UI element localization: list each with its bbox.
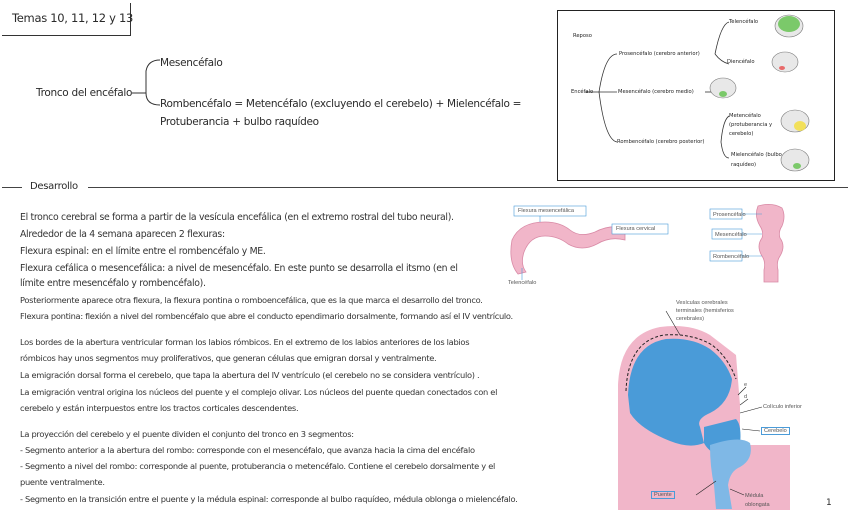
p2-line-4: La emigración ventral origina los núcleos del puente y el complejo olivar. Los núcleos del puente quedan conectados con el	[20, 387, 498, 397]
diagram-metencefalo-2: (protuberancia y	[729, 122, 773, 128]
label-cerebelo: Cerebelo	[761, 427, 790, 435]
label-prosencefalo: Prosencéfalo	[713, 212, 746, 218]
p1-line-1: El tronco cerebral se forma a partir de la vesícula encefálica (en el extremo rostral del tubo neural).	[20, 212, 454, 223]
label-d: d	[744, 394, 748, 400]
page-title: Temas 10, 11, 12 y 13	[12, 11, 134, 25]
diagram-metencefalo-3: cerebelo)	[729, 131, 754, 137]
p2-line-3: La emigración dorsal forma el cerebelo, que tapa la abertura del IV ventrículo (el cerebelo no se considera ventrículo) .	[20, 370, 480, 380]
p1-line-3: Flexura espinal: en el límite entre el rombencéfalo y ME.	[20, 246, 266, 257]
label-vesiculas-3: cerebrales)	[676, 316, 704, 322]
diagram-connectors	[557, 10, 835, 181]
label-vesiculas-2: terminales (hemisferios	[676, 308, 734, 314]
label-e: e	[744, 382, 748, 388]
diagram-prosencefalo: Prosencéfalo (cerebro anterior)	[619, 51, 700, 57]
p3-line-5: - Segmento en la transición entre el puente y la médula espinal: corresponde al bulbo raquídeo, médula oblonga o mielencéfalo.	[20, 494, 518, 504]
diagram-mielencefalo-2: raquídeo)	[731, 162, 757, 168]
diagram-telencefalo: Telencéfalo	[729, 19, 759, 25]
section-divider-right	[88, 187, 848, 188]
diagram-diencefalo: Diencéfalo	[727, 59, 755, 65]
label-medula-2: oblongata	[745, 502, 770, 508]
brain-mielencefalo-icon	[781, 149, 809, 171]
section-title: Desarrollo	[30, 181, 78, 192]
label-flexura-mesencefalica: Flexura mesencefálica	[518, 208, 574, 214]
tronco-branch-mesencefalo: Mesencéfalo	[160, 57, 223, 69]
label-telencefalo: Telencéfalo	[508, 280, 537, 286]
diagram-reposo: Reposo	[573, 33, 592, 39]
p2-line-1: Los bordes de la abertura ventricular forman los labios rómbicos. En el extremo de los labios anteriores de los labios	[20, 337, 470, 347]
p2-line-5: cerebelo y están interpuestos entre los tractos corticales descendentes.	[20, 403, 299, 413]
tronco-label: Tronco del encéfalo	[36, 87, 133, 99]
label-puente: Puente	[651, 491, 675, 499]
p3-line-1: La proyección del cerebelo y el puente dividen el conjunto del tronco en 3 segmentos:	[20, 429, 354, 439]
diagram-rombencefalo: Rombencéfalo (cerebro posterior)	[617, 139, 705, 145]
p1-line-7: Flexura pontina: flexión a nivel del rombencéfalo que abre el conducto ependimario dorsalmente, formando así el IV ventrículo.	[20, 311, 513, 321]
label-vesiculas-1: Vesículas cerebrales	[676, 300, 728, 306]
brain-mesencefalo-icon	[710, 78, 736, 98]
tronco-bracket	[130, 55, 162, 113]
p3-line-2: - Segmento anterior a la abertura del rombo: corresponde con el mesencéfalo, que avanza hacia la cima del encéfalo	[20, 445, 475, 455]
label-mesencefalo: Mesencéfalo	[715, 232, 747, 238]
section-divider-left	[2, 187, 22, 188]
diagram-metencefalo-1: Metencéfalo	[729, 113, 761, 119]
p1-line-6: Posteriormente aparece otra flexura, la flexura pontina o romboencefálica, que es la que marca el desarrollo del tronco.	[20, 295, 483, 305]
p3-line-4: puente ventralmente.	[20, 477, 105, 487]
p3-line-3: - Segmento a nivel del rombo: corresponde al puente, protuberancia o metencéfalo. Contiene el cerebelo dorsalmente y el	[20, 461, 496, 471]
p1-line-5: límite entre mesencéfalo y rombencéfalo).	[20, 278, 206, 289]
label-flexura-cervical: Flexura cervical	[616, 226, 656, 232]
brain-telencefalo-icon	[775, 15, 803, 37]
p2-line-2: rómbicos hay unos segmentos muy proliferativos, que generan células que emigran dorsal y ventralmente.	[20, 353, 437, 363]
diagram-encefalo: Encéfalo	[571, 89, 594, 95]
figure-desarrollo-cerebro	[600, 295, 840, 515]
page-number: 1	[826, 498, 832, 508]
diagram-mesencefalo: Mesencéfalo (cerebro medio)	[618, 89, 694, 95]
label-coliculo-inferior: Colículo inferior	[763, 404, 802, 410]
diagram-mielencefalo-1: Mielencéfalo (bulbo	[731, 152, 782, 158]
brain-diencefalo-icon	[772, 52, 798, 72]
label-rombencefalo: Rombencéfalo	[713, 254, 750, 260]
brain-metencefalo-icon	[781, 110, 809, 132]
p1-line-4: Flexura cefálica o mesencefálica: a nivel de mesencéfalo. En este punto se desarrolla el itsmo (en el	[20, 263, 458, 274]
p1-line-2: Alrededor de la 4 semana aparecen 2 flexuras:	[20, 229, 225, 240]
label-medula-1: Médula	[745, 493, 764, 499]
tronco-branch-rombencefalo: Rombencéfalo = Metencéfalo (excluyendo el cerebelo) + Mielencéfalo =	[160, 98, 522, 110]
tronco-branch-protuberancia: Protuberancia + bulbo raquídeo	[160, 116, 319, 128]
